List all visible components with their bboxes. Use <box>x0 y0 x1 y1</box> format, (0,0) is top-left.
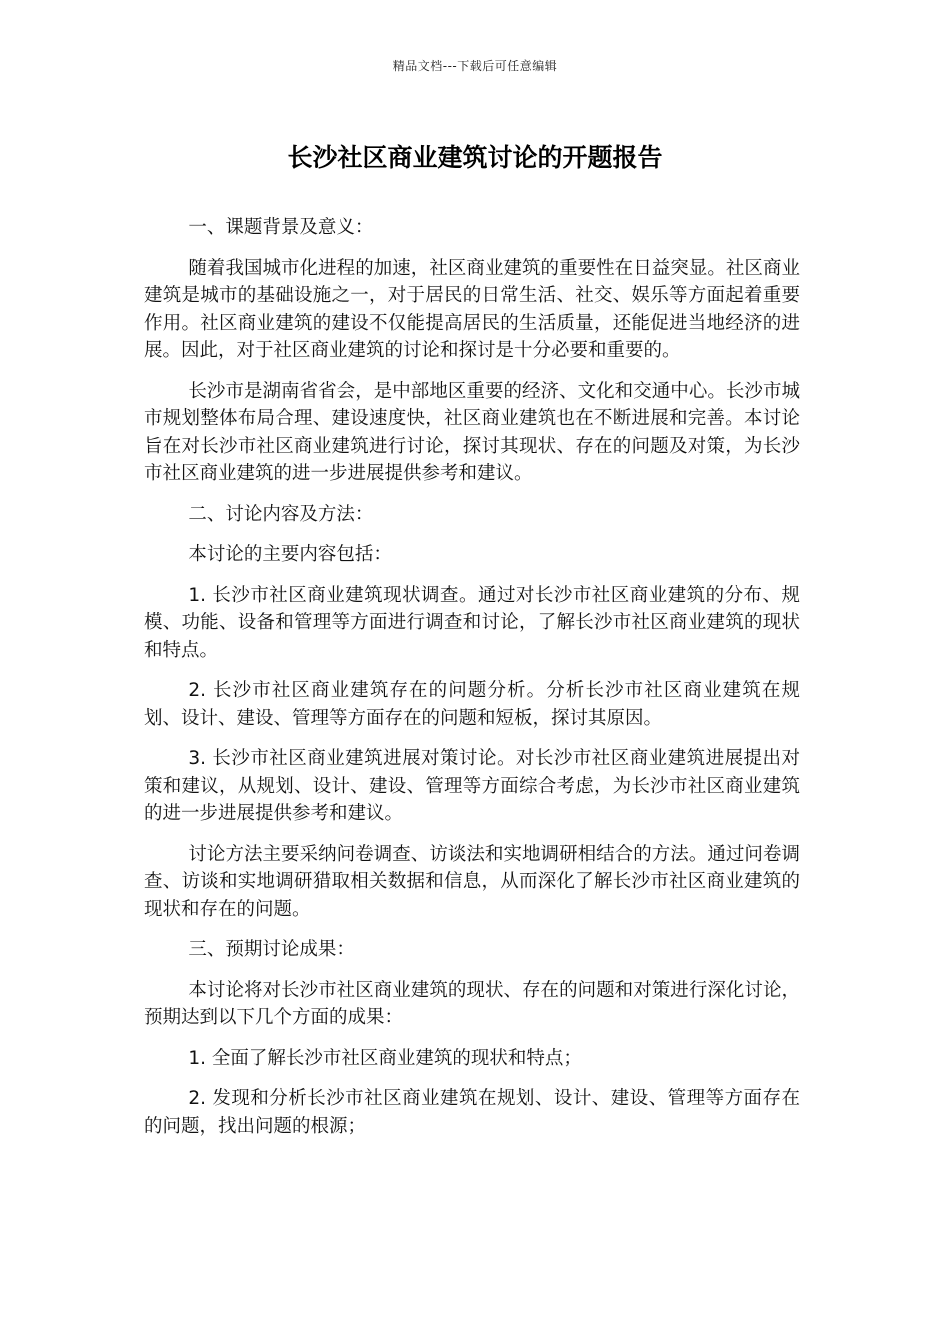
paragraph-methods: 讨论方法主要采纳问卷调查、访谈法和实地调研相结合的方法。通过问卷调查、访谈和实地调研猎取相关数据和信息，从而深化了解长沙市社区商业建筑的现状和存在的问题。 <box>144 843 800 920</box>
paragraph-expected-intro: 本讨论将对长沙市社区商业建筑的现状、存在的问题和对策进行深化讨论，预期达到以下几个方面的成果： <box>144 979 800 1028</box>
document-body <box>144 214 800 1153</box>
paragraph-changsha-overview: 长沙市是湖南省省会，是中部地区重要的经济、文化和交通中心。长沙市城市规划整体布局合理、建设速度快，社区商业建筑也在不断进展和完善。本讨论旨在对长沙市社区商业建筑进行讨论，探讨其现状、存在的问题及对策，为长沙市社区商业建筑的进一步进展提供参考和建议。 <box>144 380 800 484</box>
list-item-content-2: 2. 长沙市社区商业建筑存在的问题分析。分析长沙市社区商业建筑在规划、设计、建设、管理等方面存在的问题和短板，探讨其原因。 <box>144 680 800 729</box>
list-item-content-1: 1. 长沙市社区商业建筑现状调查。通过对长沙市社区商业建筑的分布、规模、功能、设备和管理等方面进行调查和讨论，了解长沙市社区商业建筑的现状和特点。 <box>144 584 800 661</box>
list-item-result-2: 2. 发现和分析长沙市社区商业建筑在规划、设计、建设、管理等方面存在的问题，找出问题的根源； <box>144 1088 800 1137</box>
paragraph-content-intro: 本讨论的主要内容包括： <box>188 544 392 565</box>
list-item-content-3: 3. 长沙市社区商业建筑进展对策讨论。对长沙市社区商业建筑进展提出对策和建议，从规划、设计、建设、管理等方面综合考虑，为长沙市社区商业建筑的进一步进展提供参考和建议。 <box>144 748 800 824</box>
header-note: 精品文档---下载后可任意编辑 <box>392 59 558 73</box>
document-title: 长沙社区商业建筑讨论的开题报告 <box>287 143 663 172</box>
list-item-result-1: 1. 全面了解长沙市社区商业建筑的现状和特点； <box>188 1047 582 1069</box>
section-heading-expected-results: 三、预期讨论成果： <box>188 939 355 960</box>
section-heading-content-methods: 二、讨论内容及方法： <box>188 503 374 525</box>
section-heading-background: 一、课题背景及意义： <box>188 217 374 238</box>
paragraph-background: 随着我国城市化进程的加速，社区商业建筑的重要性在日益突显。社区商业建筑是城市的基础设施之一，对于居民的日常生活、社交、娱乐等方面起着重要作用。社区商业建筑的建设不仅能提高居民的生活质量，还能促进当地经济的进展。因此，对于社区商业建筑的讨论和探讨是十分必要和重要的。 <box>144 257 800 361</box>
